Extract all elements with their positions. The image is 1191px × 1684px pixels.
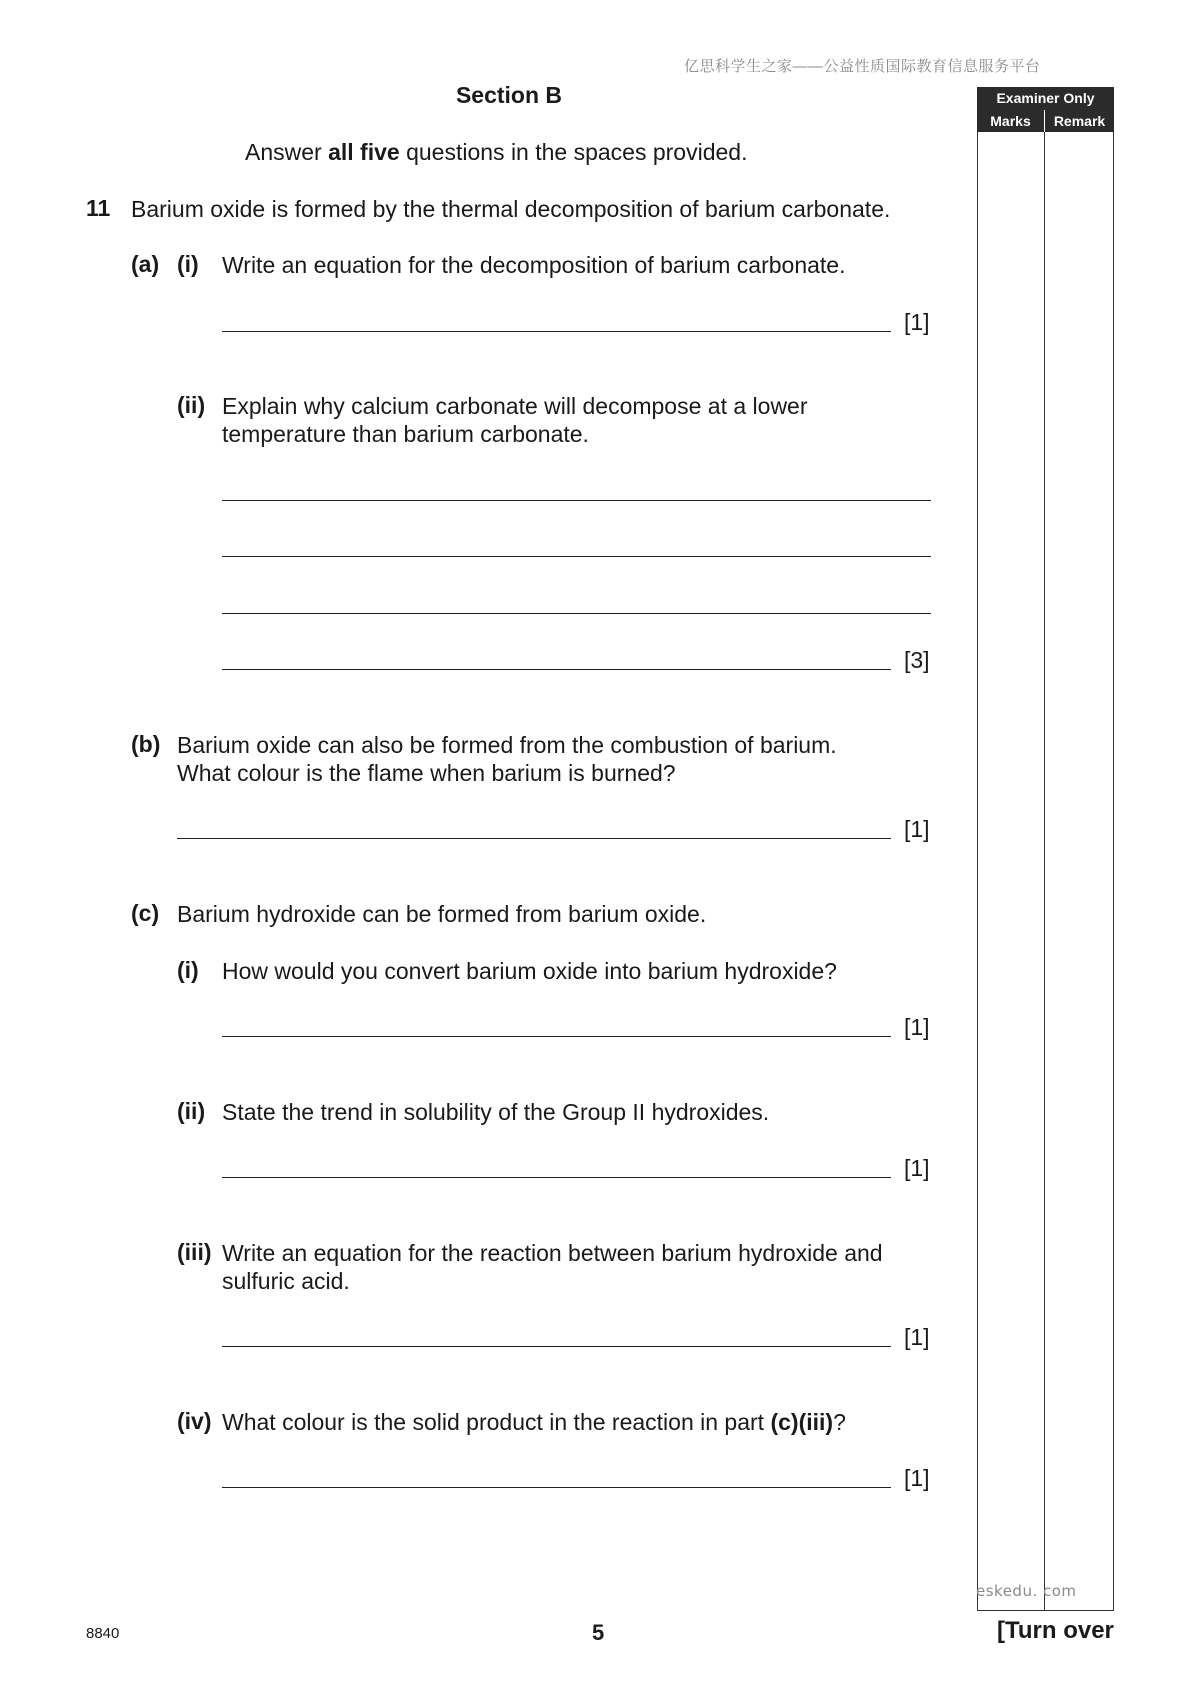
marks-a-ii: [3] xyxy=(904,647,930,673)
marks-header: Marks xyxy=(977,110,1044,132)
instruction-pre: Answer xyxy=(245,139,329,165)
answer-line[interactable] xyxy=(222,500,931,501)
page-number: 5 xyxy=(592,1620,605,1645)
answer-line[interactable] xyxy=(177,838,891,839)
question-stem: Barium oxide is formed by the thermal decomposition of barium carbonate. xyxy=(131,196,891,222)
part-a-ii-text-line2: temperature than barium carbonate. xyxy=(222,421,589,447)
part-a-ii-text-line1: Explain why calcium carbonate will decompose at a lower xyxy=(222,393,808,419)
part-a-label: (a) xyxy=(131,251,160,277)
part-c-label: (c) xyxy=(131,900,160,926)
part-c-iv-text-post: ? xyxy=(833,1409,846,1435)
question-number: 11 xyxy=(86,195,111,221)
section-title: Section B xyxy=(455,82,563,108)
turn-over: [Turn over xyxy=(997,1617,1114,1644)
part-c-iii-label: (iii) xyxy=(177,1239,212,1265)
part-a-i-label: (i) xyxy=(177,251,199,277)
part-c-ii-label: (ii) xyxy=(177,1098,206,1124)
part-c-i-text: How would you convert barium oxide into barium hydroxide? xyxy=(222,958,837,984)
part-b-label: (b) xyxy=(131,731,161,757)
instruction-post: questions in the spaces provided. xyxy=(399,139,748,165)
answer-line[interactable] xyxy=(222,613,931,614)
marks-c-iv: [1] xyxy=(904,1465,930,1491)
instruction-bold: all five xyxy=(328,139,400,165)
part-c-i-label: (i) xyxy=(177,957,199,983)
answer-line[interactable] xyxy=(222,331,891,332)
examiner-only-header: Examiner Only xyxy=(977,87,1114,110)
part-c-iv-label: (iv) xyxy=(177,1408,212,1434)
answer-line[interactable] xyxy=(222,556,931,557)
examiner-column-divider xyxy=(1044,109,1045,1611)
watermark-footer: eskedu. com xyxy=(976,1582,1077,1600)
watermark-header: 亿思科学生之家——公益性质国际教育信息服务平台 xyxy=(684,58,1041,75)
marks-a-i: [1] xyxy=(904,309,930,335)
part-c-iii-text-line2: sulfuric acid. xyxy=(222,1268,350,1294)
part-c-iv-text-pre: What colour is the solid product in the reaction in part xyxy=(222,1409,771,1435)
part-c-ii-text: State the trend in solubility of the Group II hydroxides. xyxy=(222,1099,770,1125)
instructions xyxy=(245,139,747,166)
part-c-iii-text-line1: Write an equation for the reaction between barium hydroxide and xyxy=(222,1240,883,1266)
marks-c-iii: [1] xyxy=(904,1324,930,1350)
remark-header: Remark xyxy=(1045,110,1114,132)
part-b-text-line1: Barium oxide can also be formed from the combustion of barium. xyxy=(177,732,837,758)
answer-line[interactable] xyxy=(222,1487,891,1488)
answer-line[interactable] xyxy=(222,1036,891,1037)
part-c-iv-text-bold: (c)(iii) xyxy=(770,1409,834,1435)
part-b-text-line2: What colour is the flame when barium is burned? xyxy=(177,760,676,786)
marks-c-ii: [1] xyxy=(904,1155,930,1181)
answer-line[interactable] xyxy=(222,1346,891,1347)
marks-b: [1] xyxy=(904,816,930,842)
part-a-ii-label: (ii) xyxy=(177,392,206,418)
part-a-i-text: Write an equation for the decomposition of barium carbonate. xyxy=(222,252,846,278)
answer-line[interactable] xyxy=(222,1177,891,1178)
part-c-iv-text xyxy=(222,1408,846,1436)
part-c-stem: Barium hydroxide can be formed from barium oxide. xyxy=(177,901,707,927)
examiner-header-separator xyxy=(1044,110,1045,132)
answer-line[interactable] xyxy=(222,669,891,670)
examiner-column xyxy=(977,87,1114,1611)
paper-code: 8840 xyxy=(86,1625,120,1642)
marks-c-i: [1] xyxy=(904,1014,930,1040)
